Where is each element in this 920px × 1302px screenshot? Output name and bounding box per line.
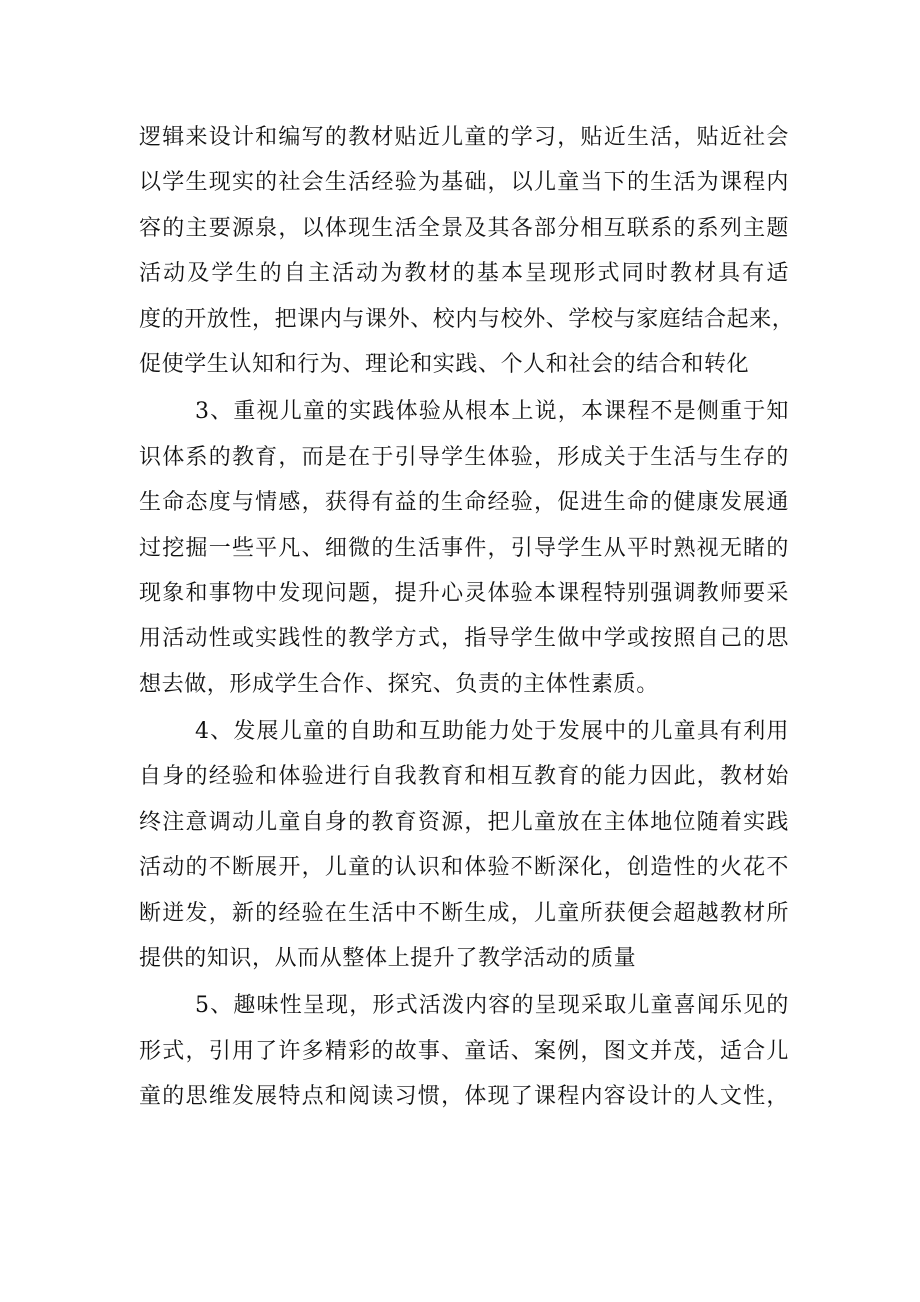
text-line: 度的开放性，把课内与课外、校内与校外、学校与家庭结合起来， — [139, 306, 795, 332]
text-line: 用活动性或实践性的教学方式，指导学生做中学或按照自己的思 — [139, 626, 789, 652]
text-line: 5、趣味性呈现，形式活泼内容的呈现采取儿童喜闻乐见的 — [195, 993, 789, 1019]
text-line: 生命态度与情感，获得有益的生命经验，促进生命的健康发展通 — [139, 490, 789, 516]
text-line: 过挖掘一些平凡、细微的生活事件，引导学生从平时熟视无睹的 — [139, 535, 789, 561]
text-line: 促使学生认知和行为、理论和实践、个人和社会的结合和转化 — [139, 351, 750, 377]
paragraph-2 — [139, 389, 789, 707]
text-line: 想去做，形成学生合作、探究、负责的主体性素质。 — [139, 671, 659, 697]
text-line: 以学生现实的社会生活经验为基础，以儿童当下的生活为课程内 — [139, 170, 789, 196]
text-line: 现象和事物中发现问题，提升心灵体验本课程特别强调教师要采 — [139, 580, 789, 606]
text-line: 活动及学生的自主活动为教材的基本呈现形式同时教材具有适 — [139, 261, 789, 287]
text-line: 断迸发，新的经验在生活中不断生成，儿童所获便会超越教材所 — [139, 900, 789, 926]
paragraph-1 — [139, 115, 795, 387]
text-line: 终注意调动儿童自身的教育资源，把儿童放在主体地位随着实践 — [139, 809, 789, 835]
text-line: 4、发展儿童的自助和互助能力处于发展中的儿童具有利用 — [195, 719, 789, 745]
text-line: 童的思维发展特点和阅读习惯，体现了课程内容设计的人文性， — [139, 1084, 789, 1110]
text-line: 活动的不断展开，儿童的认识和体验不断深化，创造性的火花不 — [139, 855, 789, 881]
text-line: 自身的经验和体验进行自我教育和相互教育的能力因此，教材始 — [139, 764, 789, 790]
text-line: 识体系的教育，而是在于引导学生体验，形成关于生活与生存的 — [139, 444, 789, 470]
paragraph-4 — [139, 983, 789, 1119]
text-line: 3、重视儿童的实践体验从根本上说，本课程不是侧重于知 — [195, 399, 789, 425]
paragraph-3 — [139, 709, 789, 981]
text-line: 逻辑来设计和编写的教材贴近儿童的学习，贴近生活，贴近社会 — [139, 125, 789, 150]
text-line: 提供的知识，从而从整体上提升了教学活动的质量 — [139, 946, 637, 972]
document-body — [139, 115, 795, 1120]
text-line: 形式，引用了许多精彩的故事、童话、案例，图文并茂，适合儿 — [139, 1038, 789, 1064]
text-line: 容的主要源泉，以体现生活全景及其各部分相互联系的系列主题 — [139, 215, 789, 241]
